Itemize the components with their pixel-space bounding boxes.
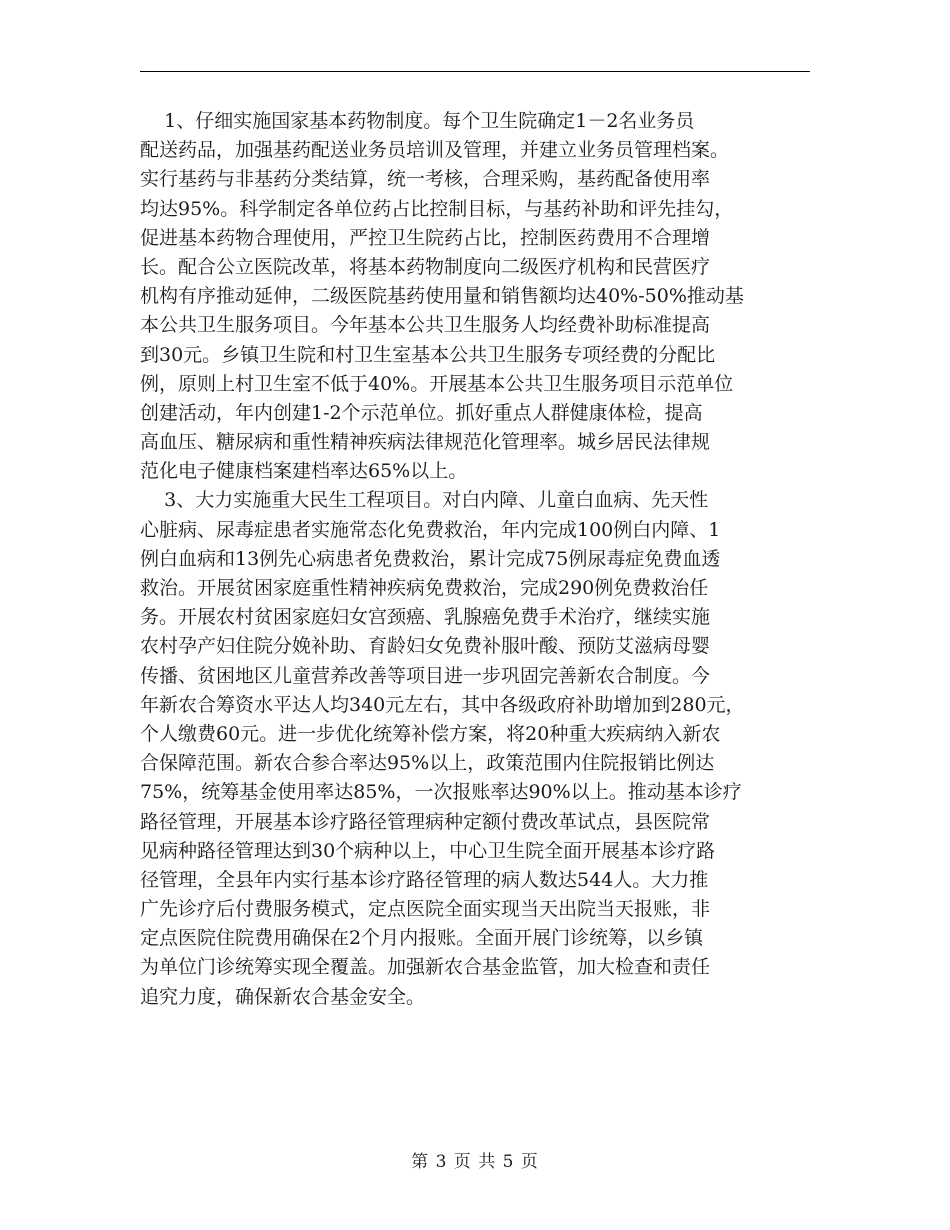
text-line: 高血压、糖尿病和重性精神疾病法律规范化管理率。城乡居民法律规 [140,431,711,454]
text-line: 本公共卫生服务项目。今年基本公共卫生服务人均经费补助标准提高 [140,314,711,337]
text-line: 配送药品，加强基药配送业务员培训及管理，并建立业务员管理档案。 [140,139,730,162]
text-line: 追究力度，确保新农合基金安全。 [140,985,426,1008]
text-line: 创建活动，年内创建1-2个示范单位。抓好重点人群健康体检，提高 [140,401,703,424]
text-line: 个人缴费60元。进一步优化统筹补偿方案，将20种重大疾病纳入新农 [140,722,721,745]
text-line: 救治。开展贫困家庭重性精神疾病免费救治，完成290例免费救治任 [140,577,709,599]
text-line: 合保障范围。新农合参合率达95%以上，政策范围内住院报销比例达 [140,752,715,775]
text-line: 例，原则上村卫生室不低于40%。开展基本公共卫生服务项目示范单位 [140,372,734,395]
text-line: 见病种路径管理达到30个病种以上，中心卫生院全面开展基本诊疗路 [140,839,716,862]
text-line: 务。开展农村贫困家庭妇女宫颈癌、乳腺癌免费手术治疗，继续实施 [140,606,711,629]
text-line: 路径管理，开展基本诊疗路径管理病种定额付费改革试点，县医院常 [140,810,711,833]
text-line: 年新农合筹资水平达人均340元左右，其中各级政府补助增加到280元， [140,693,745,716]
text-line: 广先诊疗后付费服务模式，定点医院全面实现当天出院当天报账，非 [140,898,711,921]
header-rule [140,71,810,72]
text-line: 促进基本药物合理使用，严控卫生院药占比，控制医药费用不合理增 [140,226,711,249]
text-line: 75%，统筹基金使用率达85%，一次报账率达90%以上。推动基本诊疗 [140,781,742,804]
text-line: 长。配合公立医院改革，将基本药物制度向二级医疗机构和民营医疗 [140,255,711,278]
text-line: 传播、贫困地区儿童营养改善等项目进一步巩固完善新农合制度。今 [140,664,711,687]
text-line: 定点医院住院费用确保在2个月内报账。全面开展门诊统筹，以乡镇 [140,927,704,950]
text-line: 3、大力实施重大民生工程项目。对白内障、儿童白血病、先天性 [140,489,709,512]
body-text [140,107,820,1012]
page-footer: 第 3 页 共 5 页 [411,1152,539,1172]
text-line: 心脏病、尿毒症患者实施常态化免费救治，年内完成100例白内障、1 [140,518,721,541]
text-line: 均达95%。科学制定各单位药占比控制目标，与基药补助和评先挂勾， [140,197,734,220]
text-line: 到30元。乡镇卫生院和村卫生室基本公共卫生服务专项经费的分配比 [140,343,716,366]
text-line: 范化电子健康档案建档率达65%以上。 [140,460,468,483]
text-line: 农村孕产妇住院分娩补助、育龄妇女免费补服叶酸、预防艾滋病母婴 [140,635,711,658]
text-line: 实行基药与非基药分类结算，统一考核，合理采购，基药配备使用率 [140,168,711,191]
text-line: 例白血病和13例先心病患者免费救治，累计完成75例尿毒症免费血透 [140,547,721,570]
text-line: 1、仔细实施国家基本药物制度。每个卫生院确定1－2名业务员 [140,110,695,132]
text-line: 为单位门诊统筹实现全覆盖。加强新农合基金监管，加大检查和责任 [140,956,711,979]
text-line: 机构有序推动延伸，二级医院基药使用量和销售额均达40%-50%推动基 [140,285,744,308]
text-line: 径管理，全县年内实行基本诊疗路径管理的病人数达544人。大力推 [140,868,709,891]
